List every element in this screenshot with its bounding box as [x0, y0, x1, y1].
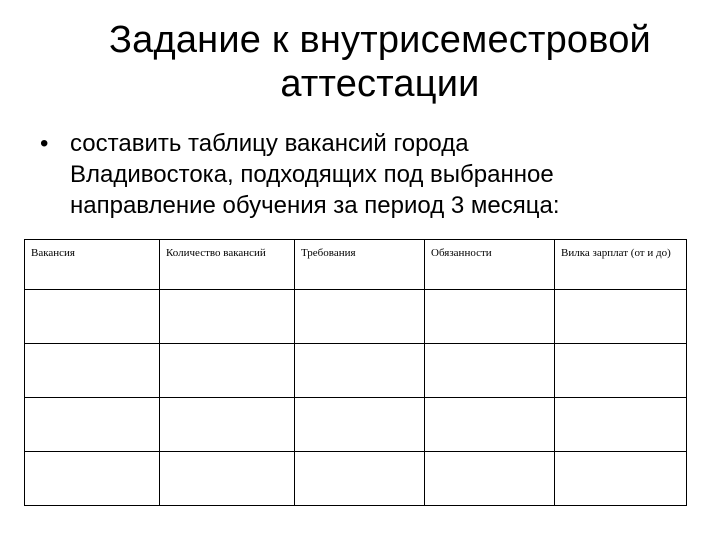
table-cell: [555, 344, 687, 398]
slide-title-line-1: Задание к внутрисеместровой: [108, 19, 651, 61]
table-header-row: [25, 240, 687, 290]
bullet-line-2: Владивостока, подходящих под выбранное: [70, 161, 554, 188]
column-header-count: Количество вакансий: [160, 240, 295, 290]
table-cell: [25, 344, 160, 398]
table-cell: [160, 398, 295, 452]
slide-title-line-2: аттестации: [280, 63, 480, 105]
table-cell: [25, 398, 160, 452]
table-cell: [555, 398, 687, 452]
bullet-marker: •: [40, 130, 49, 157]
table-cell: [425, 290, 555, 344]
column-header-salary-range: Вилка зарплат (от и до): [555, 240, 687, 290]
table-cell: [295, 290, 425, 344]
column-header-vacancy: Вакансия: [25, 240, 160, 290]
table-cell: [160, 452, 295, 506]
bullet-line-1: составить таблицу вакансий города: [70, 130, 469, 157]
table-row: [25, 344, 687, 398]
table-row: [25, 452, 687, 506]
table-cell: [295, 398, 425, 452]
column-header-duties: Обязанности: [425, 240, 555, 290]
table-cell: [425, 398, 555, 452]
table-row: [25, 398, 687, 452]
table-cell: [295, 452, 425, 506]
bullet-text: [70, 128, 700, 221]
table-cell: [555, 452, 687, 506]
table-cell: [555, 290, 687, 344]
table-cell: [425, 452, 555, 506]
table-row: [25, 290, 687, 344]
task-bullet: [40, 128, 700, 221]
bullet-line-3: направление обучения за период 3 месяца:: [70, 192, 560, 219]
table-cell: [25, 290, 160, 344]
table-cell: [295, 344, 425, 398]
vacancy-table: [24, 239, 687, 506]
column-header-requirements: Требования: [295, 240, 425, 290]
table-cell: [25, 452, 160, 506]
table-cell: [425, 344, 555, 398]
table-cell: [160, 344, 295, 398]
table-cell: [160, 290, 295, 344]
slide-title: [40, 18, 720, 106]
